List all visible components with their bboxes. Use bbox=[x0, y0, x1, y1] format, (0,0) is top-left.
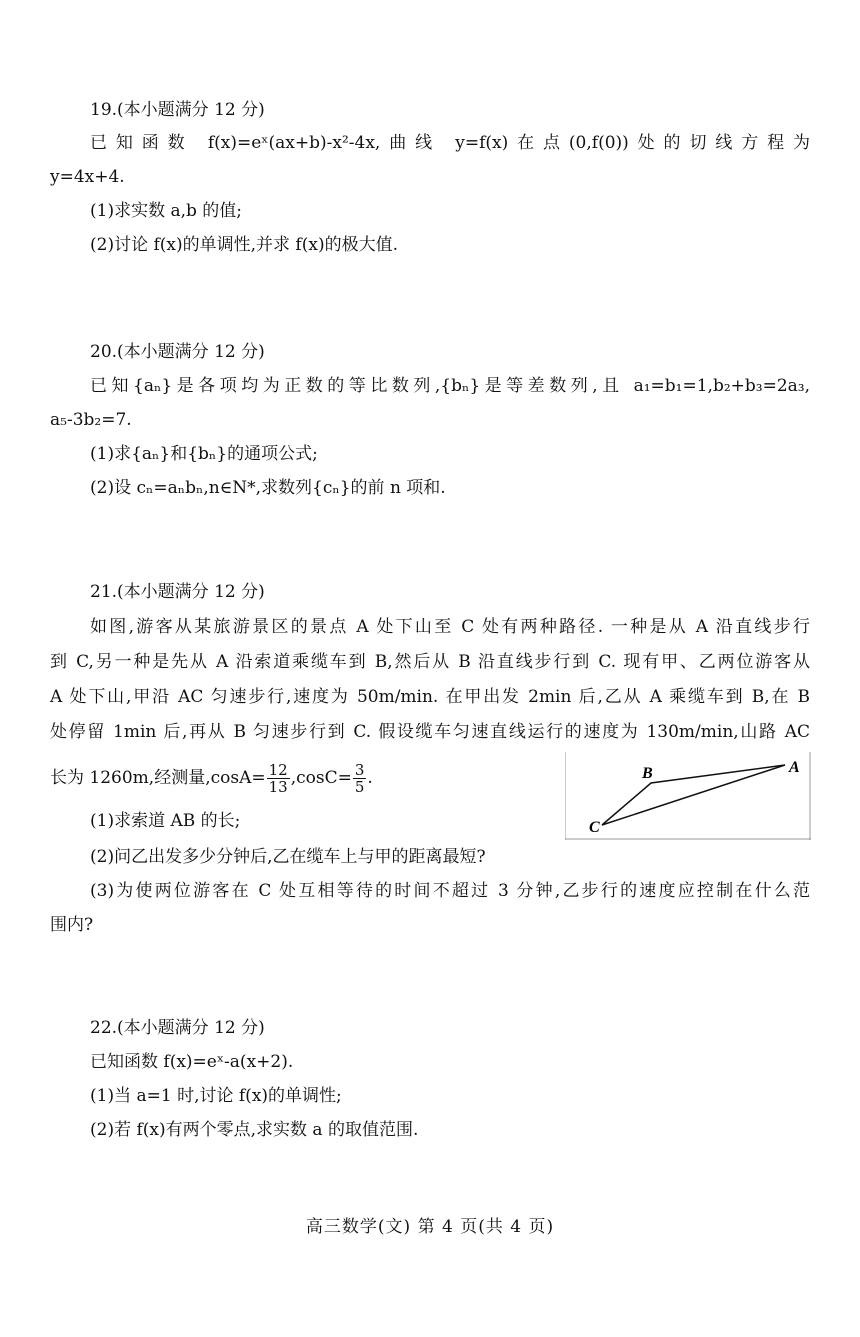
vertex-b-label: B bbox=[642, 765, 653, 782]
problem-21-question-1: (1)求索道 AB 的长; bbox=[90, 811, 241, 831]
problem-20-question-1: (1)求{aₙ}和{bₙ}的通项公式; bbox=[90, 444, 318, 464]
problem-21-question-2: (2)问乙出发多少分钟后,乙在缆车上与甲的距离最短? bbox=[90, 847, 486, 867]
problem-22-question-2: (2)若 f(x)有两个零点,求实数 a 的取值范围. bbox=[90, 1120, 419, 1140]
problem-22-stem-line-1: 已知函数 f(x)=eˣ-a(x+2). bbox=[90, 1052, 294, 1072]
problem-19-header: 19.(本小题满分 12 分) bbox=[90, 100, 265, 120]
cos-c-denominator: 5 bbox=[354, 778, 365, 796]
cos-a-numerator: 12 bbox=[268, 761, 288, 779]
problem-21-stem-line-4: 处停留 1min 后,再从 B 匀速步行到 C. 假设缆车匀速直线运行的速度为 130m/min,山路 AC bbox=[50, 722, 810, 742]
vertex-c-label: C bbox=[589, 819, 600, 836]
cos-c-numerator: 3 bbox=[354, 761, 365, 779]
problem-20-stem-line-1: 已知{aₙ}是各项均为正数的等比数列,{bₙ}是等差数列,且 a₁=b₁=1,b₂+b₃=2a₃, bbox=[90, 376, 810, 396]
problem-21-header: 21.(本小题满分 12 分) bbox=[90, 582, 265, 602]
cos-c-fraction bbox=[353, 762, 367, 795]
problem-22-header: 22.(本小题满分 12 分) bbox=[90, 1018, 265, 1038]
cos-a-denominator: 13 bbox=[268, 778, 288, 796]
problem-21-question-3-line-2: 围内? bbox=[50, 915, 94, 935]
stem-5-suffix: . bbox=[367, 768, 373, 788]
problem-21-stem-line-3: A 处下山,甲沿 AC 匀速步行,速度为 50m/min. 在甲出发 2min 后,乙从 A 乘缆车到 B,在 B bbox=[50, 687, 810, 707]
cos-a-fraction bbox=[267, 762, 290, 795]
problem-20-stem-line-2: a₅-3b₂=7. bbox=[50, 410, 132, 430]
triangle-figure bbox=[565, 752, 811, 840]
triangle-abc bbox=[602, 765, 785, 825]
problem-19-stem-line-2: y=4x+4. bbox=[50, 167, 125, 187]
problem-21-question-3-line-1: (3)为使两位游客在 C 处互相等待的时间不超过 3 分钟,乙步行的速度应控制在什么范 bbox=[90, 881, 810, 901]
problem-21-stem-line-1: 如图,游客从某旅游景区的景点 A 处下山至 C 处有两种路径. 一种是从 A 沿直线步行 bbox=[90, 617, 810, 637]
problem-19-question-1: (1)求实数 a,b 的值; bbox=[90, 201, 243, 221]
problem-19-question-2: (2)讨论 f(x)的单调性,并求 f(x)的极大值. bbox=[90, 235, 398, 255]
problem-19-stem-line-1: 已知函数 f(x)=eˣ(ax+b)-x²-4x,曲线 y=f(x)在点(0,f(0))处的切线方程为 bbox=[90, 133, 810, 153]
problem-22-question-1: (1)当 a=1 时,讨论 f(x)的单调性; bbox=[90, 1086, 342, 1106]
stem-5-prefix: 长为 1260m,经测量,cosA= bbox=[50, 768, 266, 788]
vertex-a-label: A bbox=[789, 759, 800, 776]
problem-20-header: 20.(本小题满分 12 分) bbox=[90, 342, 265, 362]
page-footer: 高三数学(文) 第 4 页(共 4 页) bbox=[305, 1217, 555, 1237]
problem-21-stem-line-5 bbox=[50, 762, 373, 795]
stem-5-mid: ,cosC= bbox=[290, 768, 352, 788]
problem-21-stem-line-2: 到 C,另一种是先从 A 沿索道乘缆车到 B,然后从 B 沿直线步行到 C. 现有甲、乙两位游客从 bbox=[50, 652, 810, 672]
problem-20-question-2: (2)设 cₙ=aₙbₙ,n∈N*,求数列{cₙ}的前 n 项和. bbox=[90, 478, 446, 498]
